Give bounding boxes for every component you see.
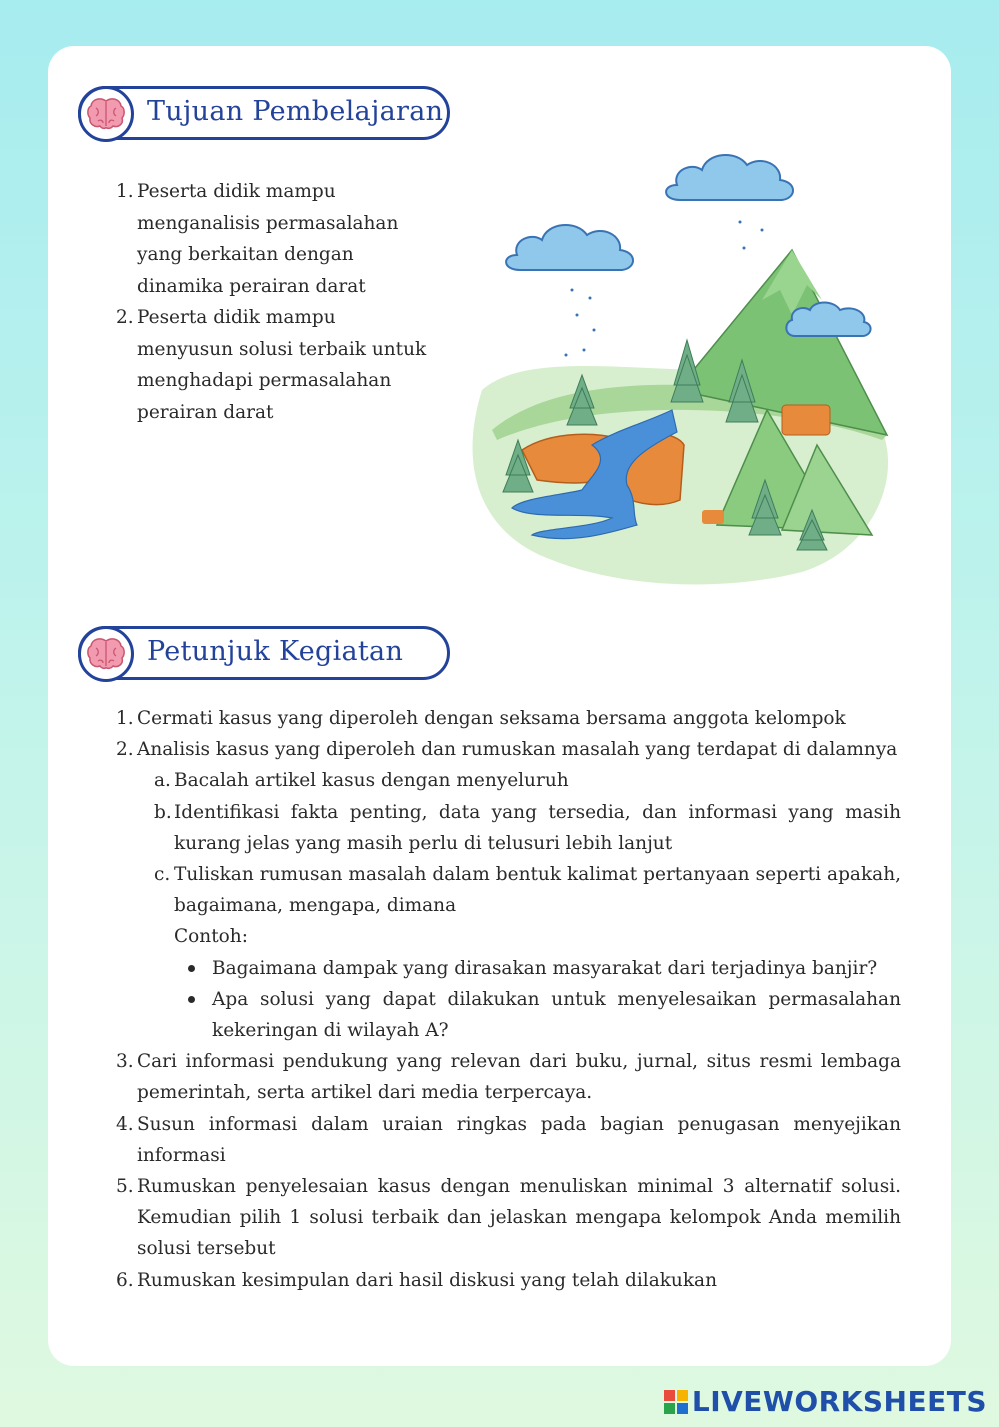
item-text: Peserta didik mampu menganalisis permasalahan yang berkaitan dengan dinamika perairan darat [137,181,399,297]
item-letter: c. [154,864,171,886]
item-number: 4. [116,1113,134,1135]
rock [782,405,830,435]
item-text: Cermati kasus yang diperoleh dengan seksama bersama anggota kelompok [137,708,846,729]
landscape-illustration [462,140,896,585]
item-text: Bacalah artikel kasus dengan menyeluruh [174,770,569,792]
item-text: Bagaimana dampak yang dirasakan masyarakat dari terjadinya banjir? [212,957,878,979]
item-text: Susun informasi dalam uraian ringkas pada bagian penugasan menyejikan informasi [137,1113,901,1166]
objectives-list [116,176,436,428]
list-item [116,1046,901,1108]
list-item [116,703,901,734]
item-text: Identifikasi fakta penting, data yang tersedia, dan informasi yang masih kurang jelas yang masih perlu di telusuri lebih lanjut [174,801,901,854]
brain-icon [78,626,134,682]
item-number: 2. [116,307,134,328]
list-item [116,302,436,428]
item-letter: a. [154,770,171,792]
item-number: 1. [116,708,134,729]
item-text: Apa solusi yang dapat dilakukan untuk menyelesaikan permasalahan kekeringan di wilayah A? [212,988,901,1042]
list-item [116,1109,901,1171]
list-item [116,1265,901,1296]
instructions-header [78,626,450,680]
item-text: Rumuskan kesimpulan dari hasil diskusi yang telah dilakukan [137,1269,718,1291]
liveworksheets-logo[interactable] [664,1385,987,1418]
example-label: Contoh: [174,926,248,948]
item-text: Peserta didik mampu menyusun solusi terbaik untuk menghadapi permasalahan perairan darat [137,307,427,423]
instructions-list [116,703,901,1296]
item-text: Rumuskan penyelesaian kasus dengan menuliskan minimal 3 alternatif solusi. Kemudian pilih 1 solusi terbaik dan jelaskan mengapa kelompok Anda memilih solusi tersebut [137,1176,901,1260]
sub-item [154,797,901,859]
instructions-title: Petunjuk Kegiatan [147,636,404,667]
brand-name: LIVEWORKSHEETS [691,1385,987,1418]
item-text: Cari informasi pendukung yang relevan dari buku, jurnal, situs resmi lembaga pemerintah, serta artikel dari media terpercaya. [137,1051,901,1104]
item-number: 1. [116,181,134,202]
sub-item [154,859,901,921]
item-text: Analisis kasus yang diperoleh dan rumuskan masalah yang terdapat di dalamnya [137,739,898,761]
rock [702,510,724,524]
list-item [116,734,901,765]
sub-item [154,765,901,796]
item-number: 5. [116,1176,134,1198]
item-letter: b. [154,801,172,823]
list-item [116,1171,901,1265]
item-number: 2. [116,739,134,761]
example-item [182,953,901,984]
objectives-header [78,86,450,140]
objectives-title: Tujuan Pembelajaran [147,96,444,127]
clouds [506,155,870,336]
bullet-icon [182,953,212,984]
example-item [182,984,901,1046]
item-text: Tuliskan rumusan masalah dalam bentuk kalimat pertanyaan seperti apakah, bagaimana, mengapa, dimana [174,864,901,917]
brand-icon [664,1390,688,1414]
item-number: 6. [116,1269,134,1291]
item-number: 3. [116,1051,134,1073]
list-item [116,176,436,302]
bullet-icon [182,984,212,1046]
brain-icon [78,86,134,142]
